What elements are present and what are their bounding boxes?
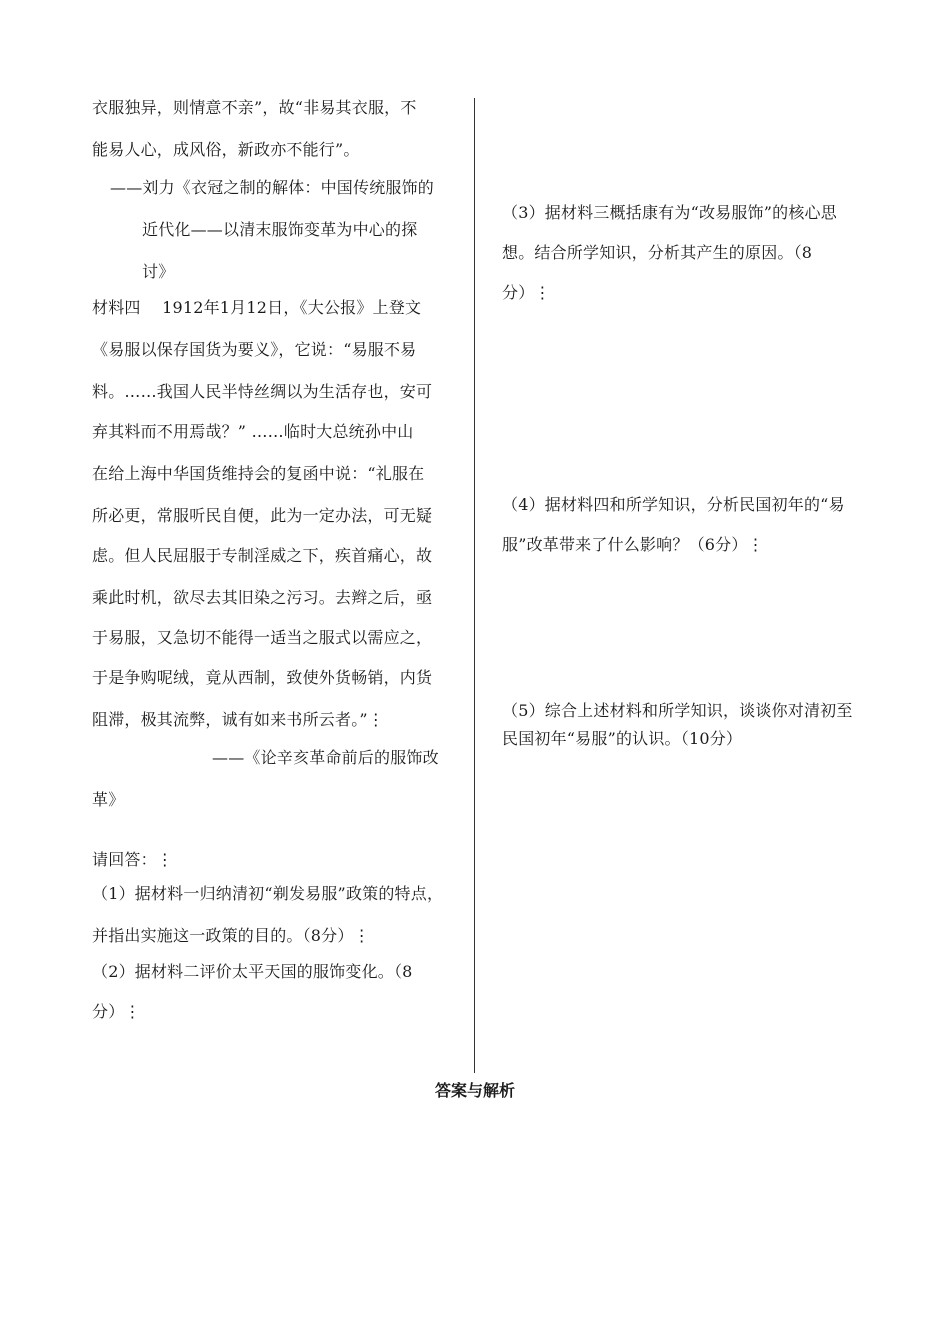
citation-line: ——刘力《衣冠之制的解体：中国传统服饰的 — [110, 178, 435, 197]
column-divider — [474, 98, 475, 1073]
question-2-cont: 分）⋮ — [92, 1002, 141, 1021]
citation-line: 近代化——以清末服饰变革为中心的探 — [142, 220, 418, 239]
question-5-cont: 民国初年“易服”的认识。（10分） — [502, 729, 743, 748]
question-1: （1）据材料一归纳清初“剃发易服”政策的特点， — [92, 884, 444, 903]
question-4-cont: 服”改革带来了什么影响？（6分）⋮ — [502, 535, 764, 554]
text-line: 于易服，又急切不能得一适当之服式以需应之， — [92, 628, 433, 647]
text-line: 乘此时机，欲尽去其旧染之污习。去辫之后，亟 — [92, 588, 433, 607]
text-line: 弃其料而不用焉哉？” ……临时大总统孙中山 — [92, 422, 414, 441]
material-heading: 材料四 1912年1月12日，《大公报》上登文 — [92, 298, 422, 317]
text-line: 衣服独异，则情意不亲”，故“非易其衣服，不 — [92, 98, 417, 117]
text-line: 能易人心，成风俗，新政亦不能行”。 — [92, 140, 360, 159]
question-4: （4）据材料四和所学知识，分析民国初年的“易 — [502, 495, 845, 514]
text-line: 于是争购呢绒，竟从西制，致使外货畅销，内货 — [92, 668, 433, 687]
citation-line: ——《论辛亥革命前后的服饰改 — [212, 748, 439, 767]
question-3-cont: 分）⋮ — [502, 283, 551, 302]
text-line: 所必更，常服听民自便，此为一定办法，可无疑 — [92, 506, 433, 525]
question-3: （3）据材料三概括康有为“改易服饰”的核心思 — [502, 203, 837, 222]
citation-line: 讨》 — [142, 262, 175, 281]
text-line: 阻滞，极其流弊，诚有如来书所云者。”⋮ — [92, 710, 384, 729]
text-line: 在给上海中华国货维持会的复函中说：“礼服在 — [92, 464, 425, 483]
answer-section-title: 答案与解析 — [434, 1081, 515, 1100]
question-1-cont: 并指出实施这一政策的目的。（8分）⋮ — [92, 926, 370, 945]
text-line: 料。……我国人民半恃丝绸以为生活存也，安可 — [92, 382, 433, 401]
text-line: 虑。但人民屈服于专制淫威之下，疾首痛心，故 — [92, 546, 433, 565]
question-5: （5）综合上述材料和所学知识，谈谈你对清初至 — [502, 701, 853, 720]
prompt-label: 请回答：⋮ — [92, 850, 174, 869]
text-line: 《易服以保存国货为要义》，它说：“易服不易 — [92, 340, 417, 359]
citation-line: 革》 — [92, 790, 125, 809]
question-2: （2）据材料二评价太平天国的服饰变化。（8 — [92, 962, 413, 981]
question-3-cont: 想。结合所学知识，分析其产生的原因。（8 — [502, 243, 813, 262]
